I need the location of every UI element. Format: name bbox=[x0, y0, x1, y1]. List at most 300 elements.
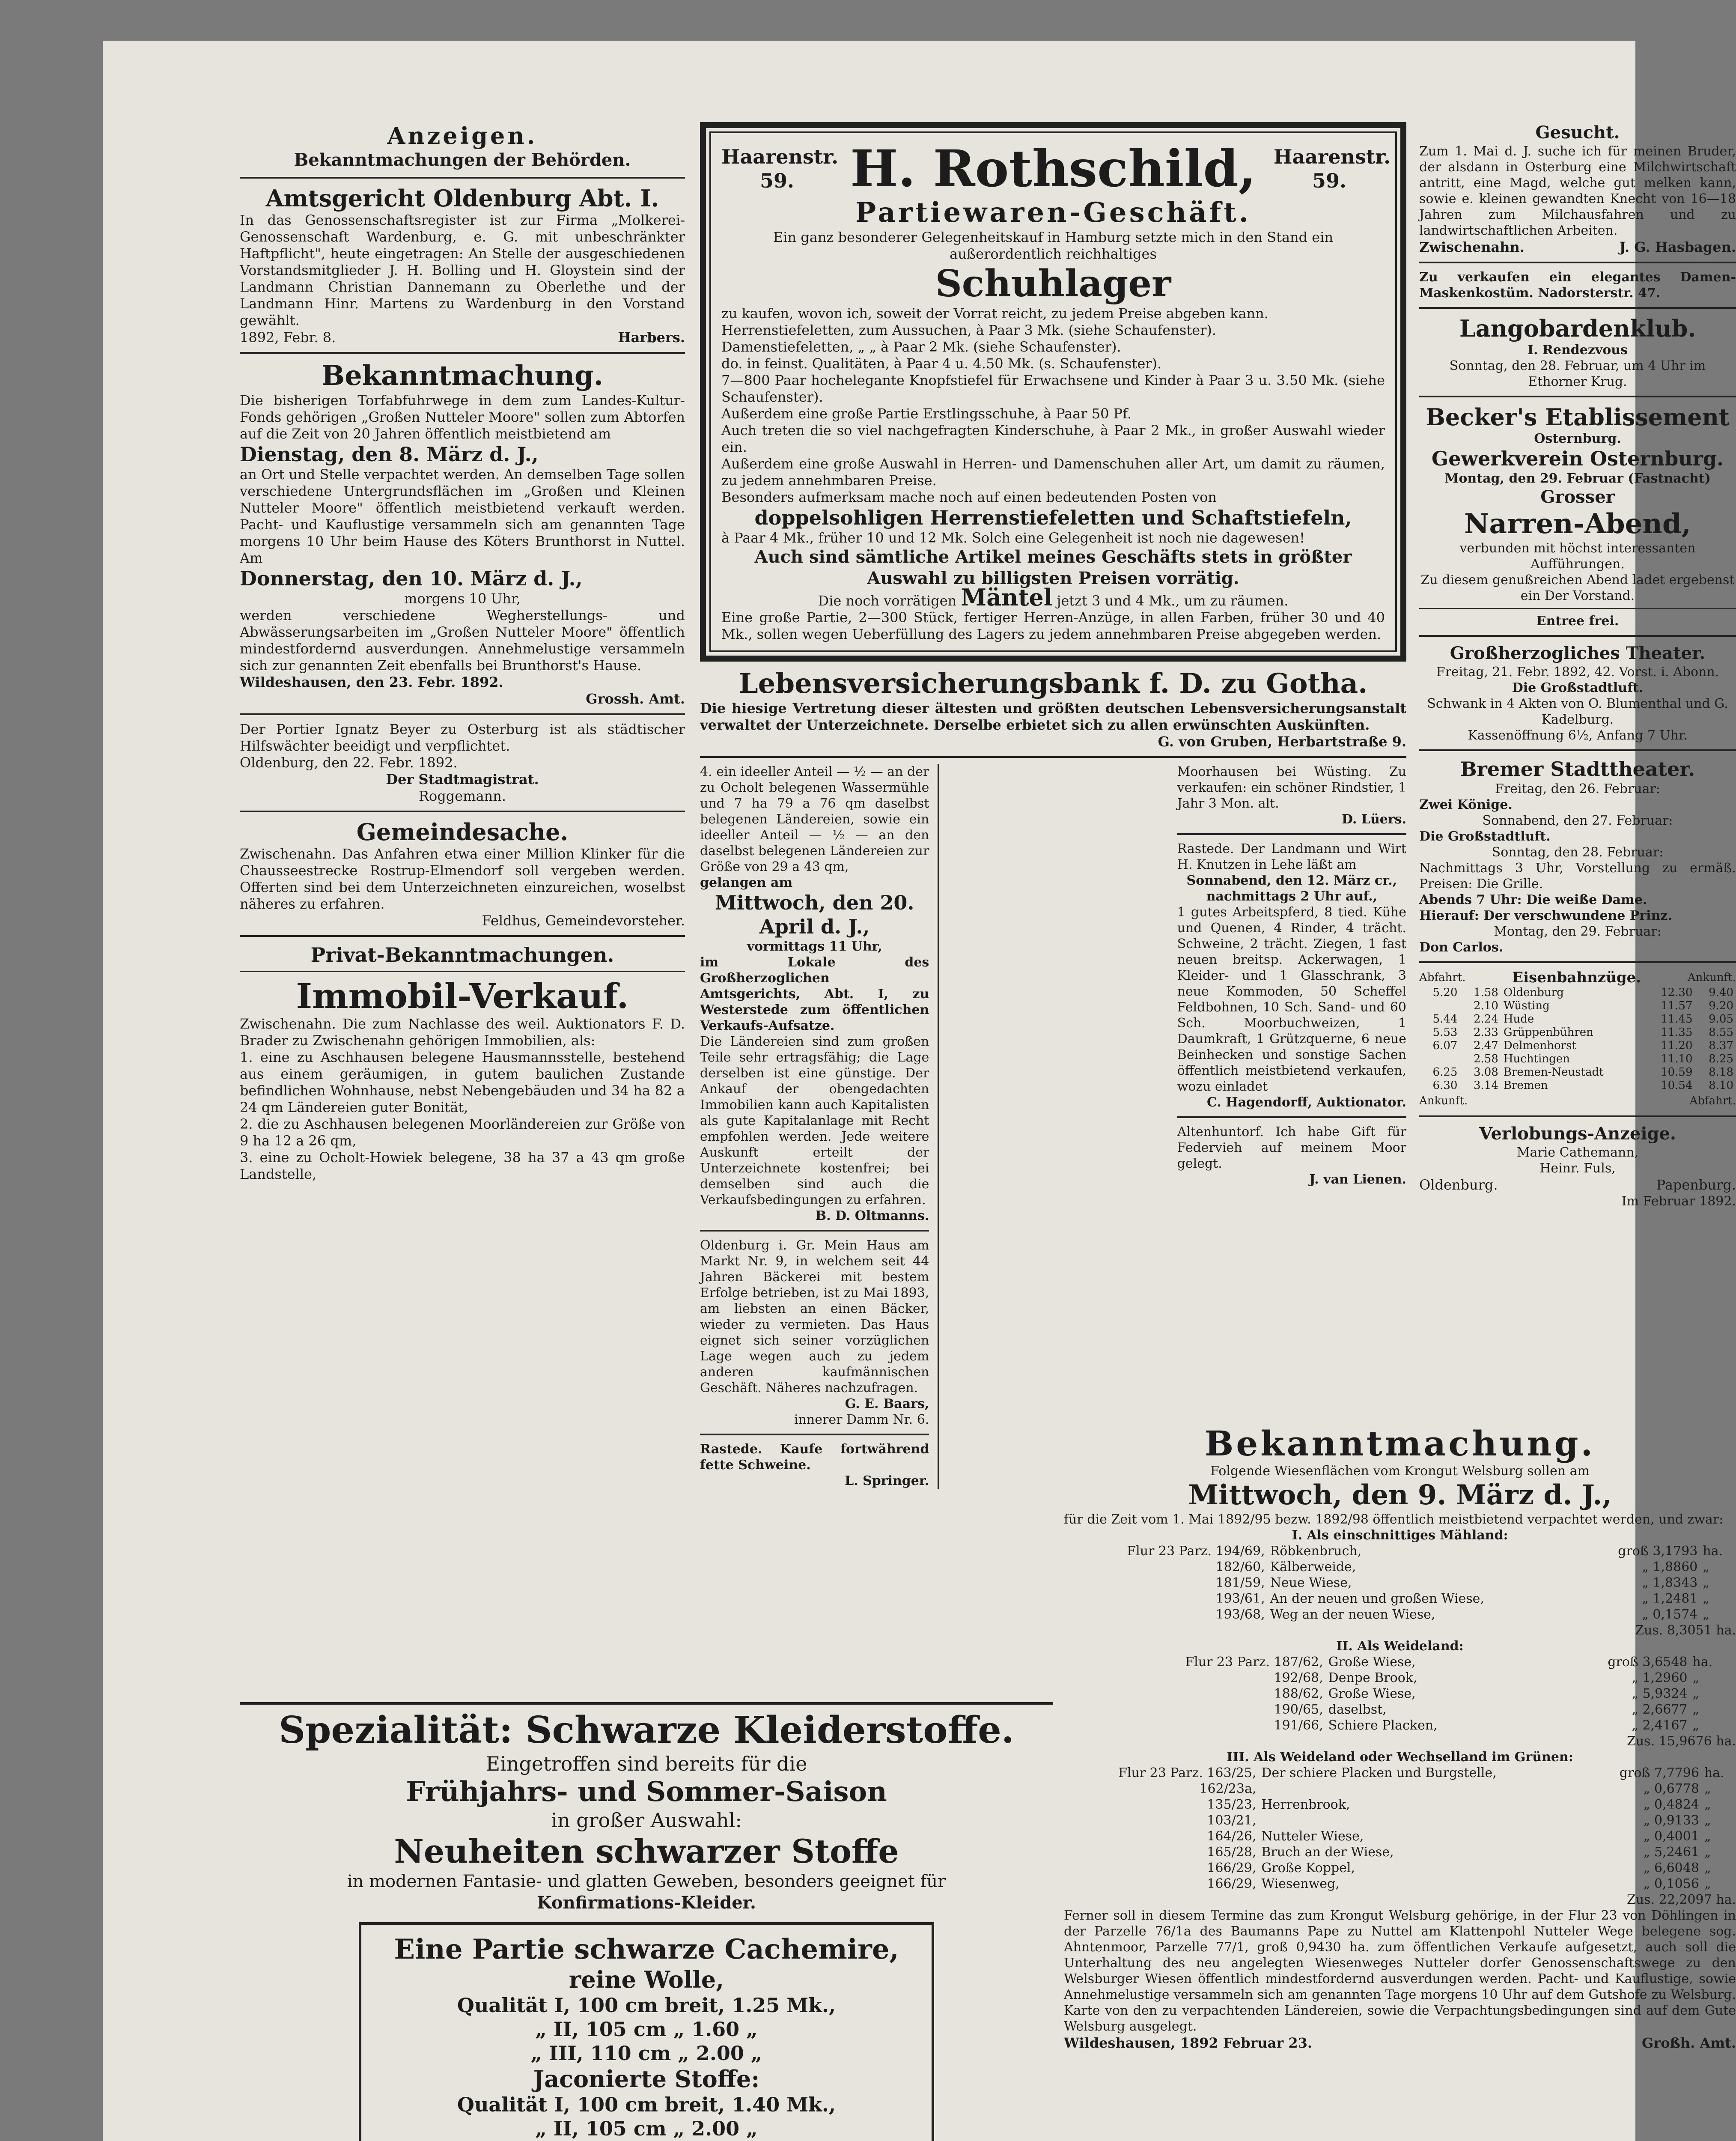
table-cell: 5.20 bbox=[1432, 986, 1458, 999]
ad-title: Verlobungs-Anzeige. bbox=[1479, 1124, 1676, 1144]
table-cell: 191/66, bbox=[1274, 1718, 1323, 1733]
ad-line: do. in feinst. Qualitäten, à Paar 4 u. 4.50 Mk. (s. Schaufenster). bbox=[721, 355, 1162, 372]
table-cell: Bremen-Neustadt bbox=[1503, 1066, 1604, 1079]
ad-portier bbox=[240, 721, 685, 805]
table-cell: 3.14 bbox=[1473, 1079, 1498, 1092]
ad-section: II. Als Weideland: bbox=[1336, 1639, 1464, 1654]
table-row bbox=[1064, 1844, 1736, 1860]
ad-section: I. Als einschnittiges Mähland: bbox=[1292, 1528, 1508, 1543]
table-cell: Flur 23 Parz. 187/62, bbox=[1185, 1655, 1323, 1670]
ad-keyword: Mäntel bbox=[961, 584, 1053, 611]
timetable-title: Eisenbahnzüge. bbox=[1512, 969, 1641, 986]
ad-headline: Schuhlager bbox=[935, 262, 1171, 305]
ad-place: Oldenburg, den 22. Febr. 1892. bbox=[240, 754, 458, 771]
ad-body: In das Genossenschaftsregister ist zur Firma „Molkerei-Genossenschaft Wardenburg, e. G. mit unbeschränkter Haftpflicht", heute eingetragen: An Stelle der ausgeschiedenen Vorstandsmitglieder J. H. Bolling und H. Gloystein sind der Landmann Christian Dannemann zu Oberlethe und der Landmann Hinr. Martens zu Wardenburg in den Vorstand gewählt. bbox=[240, 212, 685, 328]
table-cell: „ 0,1056 bbox=[1643, 1876, 1699, 1891]
ad-body: Schwank in 4 Akten von O. Blumenthal und G. Kadelburg. bbox=[1427, 696, 1728, 727]
table-row bbox=[1064, 1702, 1736, 1718]
newspaper-page bbox=[103, 41, 1736, 2141]
table-cell: Kälberweide, bbox=[1270, 1560, 1356, 1574]
ad-signature-name: Roggemann. bbox=[418, 788, 506, 804]
table-cell: Flur 23 Parz. 163/25, bbox=[1118, 1765, 1257, 1780]
table-cell: „ bbox=[1703, 1575, 1709, 1590]
ad-date: Mittwoch, den 9. März d. J., bbox=[1188, 1479, 1612, 1511]
table-cell: 1.58 bbox=[1473, 986, 1498, 999]
ad-line: Auch treten die so viel nachgefragten Kinderschuhe, à Paar 2 Mk., in großer Auswahl wieder ein. bbox=[721, 422, 1385, 455]
table-cell: „ 2,4167 bbox=[1632, 1718, 1688, 1733]
ad-signature-address: innerer Damm Nr. 6. bbox=[794, 1412, 929, 1427]
ad-date: Montag, den 29. Februar (Fastnacht) bbox=[1444, 471, 1711, 486]
ad-date: Dienstag, den 8. März d. J., bbox=[240, 443, 539, 466]
table-cell: „ bbox=[1704, 1781, 1711, 1796]
program-line: Nachmittags 3 Uhr, Vorstellung zu ermäß. Preisen: Die Grille. bbox=[1419, 861, 1736, 892]
table-cell: „ bbox=[1692, 1670, 1700, 1685]
ad-amtsgericht bbox=[240, 185, 685, 346]
ad-line: Eine große Partie, 2—300 Stück, fertiger Herren-Anzüge, in allen Farben, früher 30 und 40 Mk., sollen wegen Ueberfüllung des Lagers zu jedem annehmbaren Preise abgegeben werden. bbox=[721, 609, 1385, 642]
table-cell: 8.37 bbox=[1709, 1039, 1733, 1052]
table-cell: „ bbox=[1704, 1845, 1711, 1860]
table-cell: „ 1,8343 bbox=[1642, 1575, 1698, 1590]
table-cell: Bremen bbox=[1503, 1079, 1548, 1092]
ad-headline: Auch sind sämtliche Artikel meines Geschäfts stets in größter Auswahl zu billigsten Preisen vorrätig. bbox=[754, 547, 1352, 588]
table-cell: 11.35 bbox=[1661, 1026, 1693, 1039]
ad-date: Freitag, 21. Febr. 1892, 42. Vorst. i. Abonn. bbox=[1436, 665, 1719, 680]
ad-subtitle: I. Rendezvous bbox=[1528, 343, 1628, 358]
ad-place: Zwischenahn. bbox=[1419, 239, 1525, 255]
timetable-arrival: Ankunft. bbox=[1687, 971, 1736, 984]
timetable-arrival: Ankunft. bbox=[1419, 1094, 1468, 1107]
ad-headline: Frühjahrs- und Sommer-Saison bbox=[406, 1776, 887, 1808]
table-row bbox=[1419, 999, 1736, 1013]
ad-line: Konfirmations-Kleider. bbox=[537, 1893, 756, 1913]
ad-line: zu kaufen, wovon ich, soweit der Vorrat reicht, zu jedem Preise abgeben kann. bbox=[721, 305, 1269, 322]
ad-signature: C. Hagendorff, Auktionator. bbox=[1207, 1095, 1406, 1110]
ad-lebensversicherung bbox=[700, 668, 1406, 750]
table-cell: groß 3,6548 bbox=[1608, 1655, 1688, 1670]
ad-headline: Narren-Abend, bbox=[1464, 508, 1691, 540]
ad-body: Die hiesige Vertretung dieser ältesten und größten deutschen Lebensversicherungsanstalt verwaltet der Unterzeichnete. Derselbe erbietet sich zu allen erwünschten Auskünften. bbox=[700, 700, 1406, 733]
ad-line: Die noch vorrätigen bbox=[818, 593, 957, 609]
ad-date: Donnerstag, den 10. März d. J., bbox=[240, 567, 583, 590]
table-cell: „ 0,1574 bbox=[1642, 1607, 1698, 1622]
table-row bbox=[1064, 1591, 1736, 1607]
ad-line: in großer Auswahl: bbox=[551, 1809, 742, 1832]
box-subtitle: reine Wolle, bbox=[569, 1966, 724, 1993]
program-line: Sonnabend, den 27. Februar: bbox=[1482, 813, 1673, 828]
table-cell: „ bbox=[1692, 1702, 1700, 1717]
table-cell: 2.33 bbox=[1473, 1026, 1498, 1039]
ad-signature: G. E. Baars, bbox=[845, 1396, 929, 1411]
table-cell: 2.24 bbox=[1473, 1013, 1498, 1026]
table-cell: „ bbox=[1704, 1813, 1711, 1828]
ad-item: 3. eine zu Ocholt-Howiek belegene, 38 ha 37 a 43 qm große Landstelle, bbox=[240, 1149, 685, 1182]
table-cell: 6.25 bbox=[1432, 1066, 1458, 1079]
firm-subtitle: Partiewaren-Geschäft. bbox=[855, 197, 1251, 229]
ad-title: Lebensversicherungsbank f. D. zu Gotha. bbox=[738, 668, 1368, 700]
ad-play: Die Großstadtluft. bbox=[1512, 680, 1644, 695]
box-title: Eine Partie schwarze Cachemire, bbox=[394, 1933, 899, 1965]
table-row bbox=[1064, 1876, 1736, 1892]
ad-line: Außerdem eine große Auswahl in Herren- und Damenschuhen aller Art, um damit zu räumen, zu jedem annehmbaren Preise. bbox=[721, 456, 1385, 489]
program-line: Sonntag, den 28. Februar: bbox=[1492, 845, 1664, 860]
ad-kleiderstoffe bbox=[240, 1702, 1053, 2141]
table-row bbox=[1419, 986, 1736, 999]
table-cell: 11.20 bbox=[1661, 1039, 1693, 1052]
ad-time: morgens 10 Uhr, bbox=[404, 590, 521, 607]
price-line: „ III, 110 cm „ 2.00 „ bbox=[530, 2042, 762, 2065]
table-cell: 166/29, bbox=[1207, 1876, 1257, 1891]
table-cell: 164/26, bbox=[1207, 1829, 1257, 1844]
ad-place: Papenburg. bbox=[1656, 1177, 1736, 1193]
table-cell: Hude bbox=[1503, 1013, 1534, 1026]
ad-body: Sonntag, den 28. Februar, um 4 Uhr im Ethorner Krug. bbox=[1449, 358, 1706, 389]
table-cell: „ bbox=[1704, 1861, 1711, 1876]
ad-intro: Ein ganz besonderer Gelegenheitskauf in Hamburg setzte mich in den Stand ein außerordentlich reichhaltiges bbox=[773, 229, 1334, 262]
table-cell: 8.55 bbox=[1709, 1026, 1733, 1039]
table-cell: „ 0,9133 bbox=[1643, 1813, 1699, 1828]
table-cell: 11.10 bbox=[1661, 1053, 1693, 1065]
ad-body: Zwischenahn. Die zum Nachlasse des weil. Auktionators F. D. Brader zu Zwischenahn gehörigen Immobilien, als: bbox=[240, 1016, 685, 1049]
table-cell: „ bbox=[1703, 1591, 1709, 1606]
ad-line: Herrenstiefeletten, zum Aussuchen, à Paar 3 Mk. (siehe Schaufenster). bbox=[721, 322, 1217, 338]
program-line: Zwei Könige. bbox=[1419, 797, 1513, 812]
ad-name: Heinr. Fuls, bbox=[1539, 1161, 1616, 1176]
table-cell: 6.30 bbox=[1432, 1079, 1458, 1092]
table-cell: groß 7,7796 bbox=[1619, 1765, 1699, 1780]
table-cell: „ 5,2461 bbox=[1643, 1845, 1699, 1860]
ad-signature: Harbers. bbox=[618, 329, 685, 346]
table-cell: 8.18 bbox=[1709, 1066, 1733, 1079]
table-cell: Huchtingen bbox=[1503, 1053, 1570, 1065]
table-row bbox=[1419, 1013, 1736, 1026]
ad-signature: B. D. Oltmanns. bbox=[815, 1208, 929, 1223]
ad-sum: Zus. 22,2097 ha. bbox=[1627, 1892, 1736, 1907]
table-cell: 5.53 bbox=[1432, 1026, 1458, 1039]
table-cell: 182/60, bbox=[1215, 1560, 1265, 1574]
ad-title: Becker's Etablissement bbox=[1426, 403, 1730, 431]
table-cell: Herrenbrook, bbox=[1261, 1797, 1350, 1812]
table-cell: 10.54 bbox=[1661, 1079, 1693, 1092]
table-row bbox=[1064, 1543, 1736, 1559]
number-left: 59. bbox=[759, 169, 795, 192]
table-row bbox=[1419, 1026, 1736, 1039]
price-line: Qualität I, 100 cm breit, 1.25 Mk., bbox=[457, 1994, 836, 2017]
ad-headline: Neuheiten schwarzer Stoffe bbox=[394, 1832, 899, 1870]
ad-body: Entree frei. bbox=[1536, 614, 1619, 629]
ad-title: Langobardenklub. bbox=[1459, 315, 1696, 342]
table-cell: Denpe Brook, bbox=[1328, 1670, 1417, 1685]
ad-title: Bremer Stadttheater. bbox=[1460, 757, 1695, 781]
ad-signature: L. Springer. bbox=[845, 1473, 929, 1488]
ad-title: Immobil-Verkauf. bbox=[296, 976, 629, 1016]
price-line: „ II, 105 cm „ 1.60 „ bbox=[535, 2018, 758, 2041]
table-cell: An der neuen und großen Wiese, bbox=[1270, 1591, 1484, 1606]
street-left: Haarenstr. bbox=[721, 145, 839, 168]
program-line: Don Carlos. bbox=[1419, 940, 1504, 955]
table-row bbox=[1419, 1039, 1736, 1053]
table-row bbox=[1064, 1670, 1736, 1686]
ad-place: Oldenburg. bbox=[1419, 1177, 1498, 1193]
box-subtitle: Jaconierte Stoffe: bbox=[533, 2065, 760, 2093]
table-cell: „ 1,2481 bbox=[1642, 1591, 1698, 1606]
table-cell bbox=[1259, 1813, 1586, 1828]
table-cell: 103/21, bbox=[1207, 1813, 1257, 1828]
ad-torfabfuhr bbox=[240, 360, 685, 707]
ad-body: Altenhuntorf. Ich habe Gift für Federvieh auf meinem Moor gelegt. bbox=[1177, 1124, 1406, 1171]
ad-headline: doppelsohligen Herrenstiefeletten und Schaftstiefeln, bbox=[754, 506, 1352, 529]
table-cell: 165/28, bbox=[1207, 1845, 1257, 1860]
ad-body: Zwischenahn. Das Anfahren etwa einer Million Klinker für die Chausseestrecke Rostrup-Elmendorf soll vergeben werden. Offerten sind bei dem Unterzeichneten einzureichen, woselbst näheres zu erfahren. bbox=[240, 846, 685, 912]
parcel-table bbox=[1064, 1765, 1736, 1892]
table-cell: 188/62, bbox=[1274, 1686, 1323, 1701]
table-cell: „ bbox=[1704, 1797, 1711, 1812]
ad-place: Wildeshausen, 1892 Februar 23. bbox=[1064, 2035, 1313, 2051]
ad-name: Marie Cathemann, bbox=[1516, 1145, 1639, 1160]
table-cell: 2.58 bbox=[1473, 1053, 1498, 1065]
ad-subtitle: Osternburg. bbox=[1534, 431, 1621, 446]
table-row bbox=[1064, 1559, 1736, 1575]
table-cell: ha. bbox=[1692, 1655, 1713, 1670]
table-cell: „ 2,6677 bbox=[1632, 1702, 1688, 1717]
table-cell: 8.25 bbox=[1709, 1053, 1733, 1065]
table-cell: 10.59 bbox=[1661, 1066, 1693, 1079]
ad-label: gelangen am bbox=[700, 875, 793, 890]
table-row bbox=[1419, 1053, 1736, 1066]
ad-body: Die Ländereien sind zum großen Teile sehr ertragsfähig; die Lage derselben ist eine günstige. Der Ankauf der obengedachten Immobilien kann auch Kapitalisten als gute Kapitalanlage mit Recht empfohlen werden. Jede weitere Auskunft erteilt der Unterzeichnete kostenfrei; bei demselben sind auch die Verkaufsbedingungen zu erfahren. bbox=[700, 1034, 929, 1208]
table-cell: 181/59, bbox=[1215, 1575, 1265, 1590]
ad-signature: Großh. Amt. bbox=[1642, 2035, 1736, 2051]
ad-title: Gemeindesache. bbox=[356, 818, 569, 846]
ad-label: Grosser bbox=[1540, 487, 1615, 507]
ad-date: Im Februar 1892. bbox=[1621, 1194, 1736, 1209]
ad-body: werden verschiedene Wegherstellungs- und Abwässerungsarbeiten im „Großen Nutteler Moore" öffentlich mindestfordernd ausverdungen. Annehmelustige versammeln sich zur genannten Zeit ebenfalls bei Brunthorst's Hause. bbox=[240, 607, 685, 674]
table-cell: 8.10 bbox=[1709, 1079, 1733, 1092]
ad-body: Rastede. Der Landmann und Wirt H. Knutzen in Lehe läßt am bbox=[1177, 841, 1406, 872]
ad-section: III. Als Weideland oder Wechselland im Grünen: bbox=[1227, 1750, 1573, 1765]
ad-body: Kassenöffnung 6½, Anfang 7 Uhr. bbox=[1468, 728, 1688, 743]
table-cell: Große Wiese, bbox=[1328, 1686, 1416, 1701]
ad-body: Rastede. Kaufe fortwährend fette Schweine. bbox=[700, 1442, 929, 1473]
ad-date: Sonnabend, den 12. März cr., bbox=[1186, 873, 1397, 888]
table-cell: daselbst, bbox=[1328, 1702, 1387, 1717]
table-cell: Bruch an der Wiese, bbox=[1261, 1845, 1394, 1860]
program-line: Abends 7 Uhr: Die weiße Dame. bbox=[1419, 892, 1647, 907]
column-left bbox=[240, 122, 685, 1698]
table-cell: „ 1,2960 bbox=[1632, 1670, 1688, 1685]
table-cell: 11.57 bbox=[1661, 999, 1693, 1012]
table-cell bbox=[1419, 1053, 1460, 1066]
ad-rothschild bbox=[700, 122, 1406, 662]
table-cell: ha. bbox=[1703, 1544, 1723, 1559]
section-heading: Anzeigen. bbox=[387, 122, 538, 149]
ad-line: Eingetroffen sind bereits für die bbox=[485, 1752, 807, 1775]
ad-time: vormittags 11 Uhr, bbox=[747, 939, 882, 954]
table-cell: Weg an der neuen Wiese, bbox=[1270, 1607, 1435, 1622]
table-cell: „ 6,6048 bbox=[1643, 1861, 1699, 1876]
table-cell: 9.40 bbox=[1709, 986, 1733, 999]
ad-line: in modernen Fantasie- und glatten Geweben, besonders geeignet für bbox=[347, 1872, 946, 1891]
table-cell: „ bbox=[1703, 1607, 1709, 1622]
timetable-departure: Abfahrt. bbox=[1419, 971, 1466, 984]
table-cell: 193/61, bbox=[1215, 1591, 1265, 1606]
price-box bbox=[359, 1922, 934, 2141]
table-cell: Grüppenbühren bbox=[1503, 1026, 1593, 1039]
table-cell: 9.05 bbox=[1709, 1013, 1733, 1026]
table-cell: „ 1,8860 bbox=[1642, 1560, 1698, 1574]
program-line: Freitag, den 26. Februar: bbox=[1495, 781, 1660, 796]
ad-date: 1892, Febr. 8. bbox=[240, 329, 336, 346]
ad-immobil bbox=[240, 976, 685, 1183]
table-cell: 9.20 bbox=[1709, 999, 1733, 1012]
table-cell: Schiere Placken, bbox=[1328, 1718, 1438, 1733]
program-line: Hierauf: Der verschwundene Prinz. bbox=[1419, 908, 1672, 923]
ad-signature: Grossh. Amt. bbox=[586, 691, 685, 707]
table-cell: 5.44 bbox=[1432, 1013, 1458, 1026]
ad-body: Oldenburg i. Gr. Mein Haus am Markt Nr. 9, in welchem seit 44 Jahren Bäckerei mit bestem Erfolge betrieben, ist zu Mai 1893, am liebsten an einen Bäcker, wieder zu vermieten. Das Haus eignet sich seiner vorzüglichen Lage wegen auch zu jedem anderen kaufmännischen Geschäft. Näheres nachzufragen. bbox=[700, 1238, 929, 1396]
table-cell: groß 3,1793 bbox=[1618, 1544, 1698, 1559]
ad-body: Zum 1. Mai d. J. suche ich für meinen Bruder, der alsdann in Osterburg eine Milchwirtschaft antritt, eine Magd, welche gut melken kann, sowie e. kleinen gewandten Knecht von 16—18 Jahren zum Milchausfahren und zu landwirtschaftlichen Arbeiten. bbox=[1419, 144, 1736, 238]
firm-name: H. Rothschild, bbox=[850, 139, 1257, 198]
table-cell: 193/68, bbox=[1215, 1607, 1265, 1622]
table-row bbox=[1419, 1066, 1736, 1079]
table-cell: 12.30 bbox=[1661, 986, 1693, 999]
ad-title: Bekanntmachung. bbox=[1204, 1423, 1596, 1464]
table-row bbox=[1064, 1575, 1736, 1591]
table-cell: Wiesenweg, bbox=[1261, 1876, 1340, 1891]
price-line: Qualität I, 100 cm breit, 1.40 Mk., bbox=[457, 2093, 836, 2116]
table-cell: 135/23, bbox=[1207, 1797, 1257, 1812]
ad-title: Spezialität: Schwarze Kleiderstoffe. bbox=[279, 1709, 1014, 1752]
ad-title: Amtsgericht Oldenburg Abt. I. bbox=[265, 185, 659, 212]
timetable bbox=[1419, 969, 1736, 1109]
ad-signature: J. G. Hasbagen. bbox=[1619, 239, 1736, 255]
table-cell bbox=[1259, 1781, 1586, 1797]
table-cell: 192/68, bbox=[1274, 1670, 1323, 1685]
parcel-table bbox=[1064, 1543, 1736, 1622]
ad-body: 4. ein ideeller Anteil — ½ — an der zu Ocholt belegenen Wassermühle und 7 ha 79 a 76 qm daselbst belegenen Ländereien, sowie ein ideeller Anteil — ½ — an den daselbst belegenen Ländereien zur Größe von 29 a 43 qm, bbox=[700, 764, 929, 874]
table-cell: „ 5,9324 bbox=[1632, 1686, 1688, 1701]
table-cell: Neue Wiese, bbox=[1270, 1575, 1352, 1590]
ad-welsburg bbox=[1064, 1424, 1736, 2141]
table-row bbox=[1064, 1828, 1736, 1844]
table-row bbox=[1064, 1797, 1736, 1813]
ad-date: Mittwoch, den 20. April d. J., bbox=[715, 891, 914, 938]
program-line: Die Großstadtluft. bbox=[1419, 829, 1551, 844]
ad-line: 7—800 Paar hochelegante Knopfstiefel für Erwachsene und Kinder à Paar 3 u. 3.50 Mk. (siehe Schaufenster). bbox=[721, 372, 1385, 405]
ad-body: Moorhausen bei Wüsting. Zu verkaufen: ein schöner Rindstier, 1 Jahr 3 Mon. alt. bbox=[1177, 764, 1406, 811]
table-cell: 190/65, bbox=[1274, 1702, 1323, 1717]
table-cell: Wüsting bbox=[1503, 999, 1550, 1012]
table-row bbox=[1064, 1654, 1736, 1670]
ad-signature: Der Stadtmagistrat. bbox=[386, 771, 539, 787]
ad-title: Bekanntmachung. bbox=[321, 360, 604, 392]
ad-item: 2. die zu Aschhausen belegenen Moorländereien zur Größe von 9 ha 12 a 26 qm, bbox=[240, 1116, 685, 1149]
ad-line: Außerdem eine große Partie Erstlingsschuhe, à Paar 50 Pf. bbox=[721, 406, 1132, 422]
table-row bbox=[1419, 1079, 1736, 1092]
table-cell: „ bbox=[1692, 1686, 1700, 1701]
ad-title: Großherzogliches Theater. bbox=[1450, 643, 1706, 663]
table-cell: Flur 23 Parz. 194/69, bbox=[1127, 1544, 1265, 1559]
table-cell: Große Koppel, bbox=[1261, 1861, 1355, 1876]
timetable-table bbox=[1419, 986, 1736, 1092]
table-cell: ha. bbox=[1704, 1765, 1724, 1780]
parcel-table bbox=[1064, 1654, 1736, 1733]
ad-line: für die Zeit vom 1. Mai 1892/95 bezw. 1892/98 öffentlich meistbietend verpachtet werden, und zwar: bbox=[1064, 1512, 1724, 1527]
ad-body: Zu verkaufen ein elegantes Damen-Maskenkostüm. Nadorsterstr. 47. bbox=[1419, 270, 1736, 301]
table-cell: „ bbox=[1704, 1876, 1711, 1891]
ad-line: Besonders aufmerksam mache noch auf einen bedeutenden Posten von bbox=[721, 489, 1217, 505]
ad-sum: Zus. 15,9676 ha. bbox=[1627, 1734, 1736, 1749]
ad-line: à Paar 4 Mk., früher 10 und 12 Mk. Solch eine Gelegenheit ist noch nie dagewesen! bbox=[721, 530, 1305, 546]
price-line: „ II, 105 cm „ 2.00 „ bbox=[535, 2117, 758, 2140]
table-cell bbox=[1419, 999, 1460, 1013]
ad-body: Ferner soll in diesem Termine das zum Krongut Welsburg gehörige, in der Flur 23 von Döhlingen in der Parzelle 76/1a des Baumanns Pape zu Nuttel am Klattenpohl Nutteler Wege belegene sog. Ahntenmoor, Parzelle 77/1, groß 0,9430 ha. zum öffentlichen Verkaufe aufgesetzt, auch soll die Unterhaltung des neu angelegten Wiesenweges Nutteler dorfer Genossenschaftswege zu den Welsburger Wiesen öffentlich mindestfordernd ausverdungen werden. Pacht- und Kauflustige, sowie Annehmelustige versammeln sich am genannten Tage morgens 10 Uhr auf dem Gutshofe zu Welsburg. Karte von den zu verpachtenden Ländereien, sowie die Verpachtungsbedingungen sind auf dem Gute Welsburg ausgelegt. bbox=[1064, 1908, 1736, 2034]
table-cell: 2.10 bbox=[1473, 999, 1498, 1012]
table-cell: Nutteler Wiese, bbox=[1261, 1829, 1364, 1844]
ad-title: Gesucht. bbox=[1535, 122, 1620, 143]
ad-time: nachmittags 2 Uhr auf., bbox=[1206, 889, 1378, 904]
ad-signature: Feldhus, Gemeindevorsteher. bbox=[482, 912, 685, 929]
table-cell: 2.47 bbox=[1473, 1039, 1498, 1052]
ad-gemeinde bbox=[240, 818, 685, 929]
ad-body: verbunden mit höchst interessanten Aufführungen. bbox=[1459, 541, 1696, 572]
ad-body: Zu diesem genußreichen Abend ladet ergebenst ein Der Vorstand. bbox=[1420, 573, 1735, 603]
table-row bbox=[1064, 1781, 1736, 1797]
ad-body: Die bisherigen Torfabfuhrwege in dem zum Landes-Kultur-Fonds gehörigen „Großen Nutteler Moore" sollen zum Abtorfen auf die Zeit von 20 Jahren öffentlich meistbietend am bbox=[240, 392, 685, 442]
table-cell: „ 0,4001 bbox=[1643, 1829, 1699, 1844]
timetable-departure: Abfahrt. bbox=[1689, 1094, 1736, 1107]
table-cell: „ 0,4824 bbox=[1643, 1797, 1699, 1812]
table-cell: „ bbox=[1704, 1829, 1711, 1844]
ad-body: an Ort und Stelle verpachtet werden. An demselben Tage sollen verschiedene Untergrundsflächen im „Großen und Kleinen Nutteler Moore" öffentlich meistbietend verkauft werden. Pacht- und Kauflustige versammeln sich am genannten Tage morgens 10 Uhr beim Hause des Köters Brunthorst in Nuttel. Am bbox=[240, 466, 685, 566]
table-cell: Große Wiese, bbox=[1328, 1655, 1416, 1670]
table-cell: Der schiere Placken und Burgstelle, bbox=[1261, 1765, 1497, 1780]
table-cell: 166/29, bbox=[1207, 1861, 1257, 1876]
ad-item: 1. eine zu Aschhausen belegene Hausmannsstelle, bestehend aus einem geräumigen, in gutem baulichen Zustande befindlichen Wohnhause, nebst Nebengebäuden und 34 ha 82 a 24 qm Ländereien guter Bonität, bbox=[240, 1049, 685, 1115]
ad-signature: J. van Lienen. bbox=[1309, 1172, 1406, 1187]
ad-place: Wildeshausen, den 23. Febr. 1892. bbox=[240, 674, 503, 690]
table-row bbox=[1064, 1813, 1736, 1828]
table-row bbox=[1064, 1765, 1736, 1781]
ad-place: im Lokale des Großherzoglichen Amtsgerichts, Abt. I, zu Westerstede zum öffentlichen Verkaufs-Aufsatze. bbox=[700, 955, 929, 1033]
section-subheading: Bekanntmachungen der Behörden. bbox=[294, 150, 631, 170]
ad-signature: G. von Gruben, Herbartstraße 9. bbox=[1158, 734, 1406, 750]
table-cell: 3.08 bbox=[1473, 1066, 1498, 1079]
column-right bbox=[1419, 122, 1736, 1407]
ad-line: Damenstiefeletten, „ „ à Paar 2 Mk. (siehe Schaufenster). bbox=[721, 339, 1121, 355]
table-cell: Röbkenbruch, bbox=[1270, 1544, 1362, 1559]
ad-body: Der Portier Ignatz Beyer zu Osterburg ist als städtischer Hilfswächter beeidigt und verpflichtet. bbox=[240, 721, 685, 754]
program-line: Montag, den 29. Februar: bbox=[1494, 924, 1662, 939]
table-cell: „ bbox=[1703, 1560, 1709, 1574]
table-row bbox=[1064, 1686, 1736, 1702]
table-cell: 162/23a, bbox=[1199, 1781, 1257, 1796]
table-row bbox=[1064, 1718, 1736, 1733]
ad-signature: D. Lüers. bbox=[1342, 812, 1406, 827]
ad-title: Gewerkverein Osternburg. bbox=[1431, 447, 1724, 470]
number-right: 59. bbox=[1312, 169, 1346, 192]
section-subheading: Privat-Bekanntmachungen. bbox=[310, 943, 614, 966]
table-cell: 11.45 bbox=[1661, 1013, 1693, 1026]
table-cell: Delmenhorst bbox=[1503, 1039, 1576, 1052]
ad-line: jetzt 3 und 4 Mk., um zu räumen. bbox=[1057, 593, 1289, 609]
table-cell: Oldenburg bbox=[1503, 986, 1564, 999]
table-row bbox=[1064, 1860, 1736, 1876]
table-cell: „ bbox=[1692, 1718, 1700, 1733]
sub-column-right bbox=[1177, 764, 1406, 1489]
street-right: Haarenstr. bbox=[1273, 145, 1391, 168]
table-cell: „ 0,6778 bbox=[1643, 1781, 1699, 1796]
